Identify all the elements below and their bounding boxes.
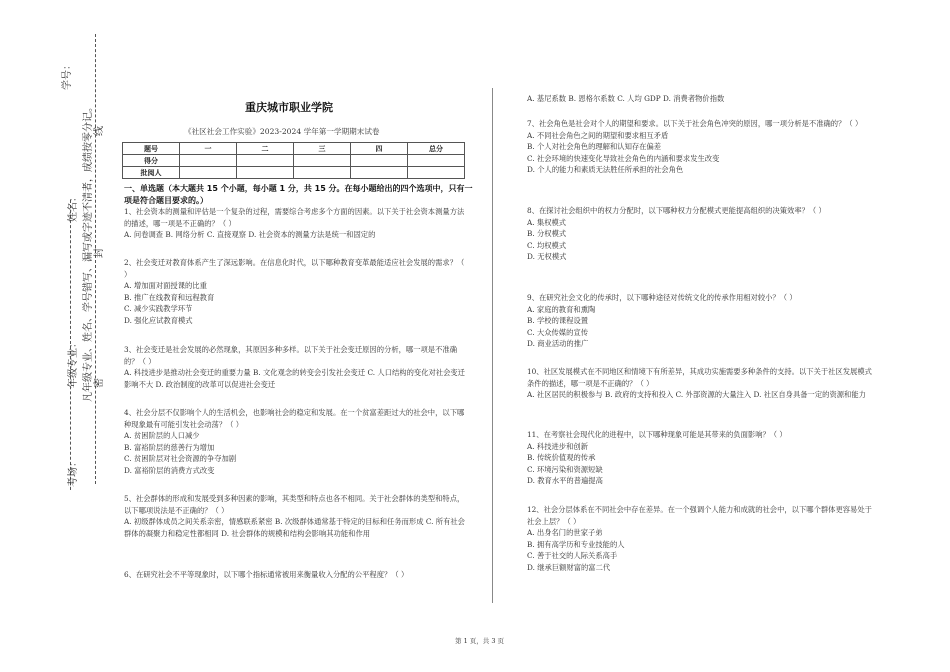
- column-header: 三: [294, 143, 351, 155]
- option-line: A. 出身名门的世家子弟: [527, 528, 603, 538]
- option-line: B. 富裕阶层的慈善行为增加: [124, 442, 215, 452]
- option-line: D. 无权模式: [527, 252, 567, 262]
- column-header: 二: [237, 143, 294, 155]
- option-line: A. 基尼系数 B. 恩格尔系数 C. 人均 GDP D. 消费者物价指数: [527, 94, 725, 103]
- option-line: C. 环境污染和资源短缺: [527, 464, 603, 474]
- column-header: 一: [180, 143, 237, 155]
- option-line: D. 商业活动的推广: [527, 339, 589, 349]
- question-block: [124, 407, 469, 477]
- question-block: [527, 292, 872, 350]
- row-label: 批阅人: [123, 167, 180, 179]
- column-divider: [492, 88, 493, 603]
- class-label: 年级专业：: [68, 338, 79, 388]
- option-line: B. 传统价值观的传承: [527, 453, 596, 463]
- option-line: B. 学校的课程设置: [527, 316, 589, 326]
- option-line: B. 个人对社会角色的理解和认知存在偏差: [527, 142, 662, 152]
- line-mark: 线: [94, 126, 105, 136]
- option-line: C. 善于社交的人际关系高手: [527, 551, 618, 561]
- question-stem: 12、社会分层体系在不同社会中存在差异。在一个强调个人能力和成就的社会中，以下哪个群体更容易处于社会上层？（ ）: [527, 505, 872, 526]
- name-label: 姓名：: [68, 192, 79, 222]
- school-title: 重庆城市职业学院: [245, 101, 333, 114]
- option-line: A. 社区居民的积极参与 B. 政府的支持和投入 C. 外部资源的大量注入 D. 社区自身具备一定的资源和能力: [527, 390, 866, 400]
- option-line: D. 强化应试教育模式: [124, 315, 193, 325]
- option-line: A. 增加面对面授课的比重: [124, 281, 207, 291]
- option-line: C. 贫困阶层对社会资源的争夺加剧: [124, 454, 237, 464]
- option-line: B. 拥有高学历和专业技能的人: [527, 539, 625, 549]
- question-block: [124, 493, 469, 539]
- question-stem: 6、在研究社会不平等现象时，以下哪个指标通常被用来衡量收入分配的公平程度？（ ）: [124, 570, 409, 579]
- question-block: [527, 429, 872, 487]
- question-stem: 3、社会变迁是社会发展的必然现象，其原因多种多样。以下关于社会变迁原因的分析，哪一项是不准确的？（ ）: [124, 345, 457, 366]
- grader-cell: [180, 167, 237, 179]
- question-block: [527, 504, 872, 574]
- question-block: [527, 366, 872, 401]
- option-line: A. 科技进步和创新: [527, 441, 588, 451]
- option-line: A. 不同社会角色之间的期望和要求相互矛盾: [527, 130, 669, 140]
- row-label: 题号: [123, 143, 180, 155]
- question-stem: 1、社会资本的测量和评估是一个复杂的过程，需要综合考虑多个方面的因素。以下关于社会资本测量方法的描述，哪一项是不正确的？（ ）: [124, 207, 465, 228]
- question-stem: 2、社会变迁对教育体系产生了深远影响。在信息化时代，以下哪种教育变革最能适应社会发展的需求？（ ）: [124, 258, 465, 279]
- question-block: [527, 118, 872, 176]
- question-stem: 5、社会群体的形成和发展受到多种因素的影响，其类型和特点也各不相同。关于社会群体的类型和特点，以下哪项说法是不正确的？（ ）: [124, 494, 465, 515]
- grading-instructions: 凡年级专业、姓名、学号错写、漏写或字迹不清者，成绩按零分记。: [83, 102, 94, 402]
- question-stem: 8、在探讨社会组织中的权力分配时，以下哪种权力分配模式更能提高组织的决策效率？（ ）: [527, 206, 826, 215]
- row-label: 得分: [123, 155, 180, 167]
- question-stem: 4、社会分层不仅影响个人的生活机会，也影响社会的稳定和发展。在一个贫富差距过大的社会中，以下哪种现象最有可能引发社会动荡？（ ）: [124, 408, 465, 429]
- score-cell: [237, 155, 294, 167]
- question-block: [124, 569, 469, 581]
- grader-cell: [408, 167, 465, 179]
- column-header: 总分: [408, 143, 465, 155]
- binding-dashed-line: [95, 34, 96, 484]
- exam-title: 《社区社会工作实验》2023-2024 学年第一学期期末试卷: [184, 127, 380, 136]
- seal-mark: 封: [94, 248, 105, 258]
- grader-row: [123, 167, 465, 179]
- column-header: 四: [351, 143, 408, 155]
- option-line: C. 减少实践教学环节: [124, 304, 193, 314]
- question-stem: 9、在研究社会文化的传承时，以下哪种途径对传统文化的传承作用相对较小？（ ）: [527, 293, 797, 302]
- option-line: A. 贫困阶层的人口减少: [124, 431, 200, 441]
- option-line: A. 初级群体成员之间关系亲密，情感联系紧密 B. 次级群体通常基于特定的目标和任务而形成 C. 所有社会群体的凝聚力和稳定性都相同 D. 社会群体的规模和结构会影响其功能和作用: [124, 517, 465, 538]
- grader-cell: [294, 167, 351, 179]
- student-id-label: 学号：: [62, 60, 73, 90]
- score-table: [122, 142, 465, 179]
- question-block: [124, 344, 469, 390]
- score-cell: [408, 155, 465, 167]
- option-line: A. 家庭的教育和熏陶: [527, 304, 596, 314]
- score-row: [123, 155, 465, 167]
- grader-cell: [351, 167, 408, 179]
- grader-cell: [237, 167, 294, 179]
- question-stem: 7、社会角色是社会对个人的期望和要求。以下关于社会角色冲突的原因，哪一项分析是不准确的？（ ）: [527, 119, 863, 128]
- option-line: A. 集权模式: [527, 217, 567, 227]
- question-stem: 11、在考察社会现代化的进程中，以下哪种现象可能是其带来的负面影响？（ ）: [527, 430, 787, 439]
- question-stem: 10、社区发展模式在不同地区和情境下有所差异，其成功实施需要多种条件的支持。以下关于社区发展模式条件的描述，哪一项是不正确的？（ ）: [527, 367, 872, 388]
- score-cell: [294, 155, 351, 167]
- option-line: A. 问卷调查 B. 网络分析 C. 直接观察 D. 社会资本的测量方法是统一和固定的: [124, 230, 376, 240]
- page-number: 第 1 页，共 3 页: [455, 637, 505, 645]
- option-line: C. 均权模式: [527, 240, 567, 250]
- section-heading: 一、单选题（本大题共 15 个小题，每小题 1 分，共 15 分。在每小题给出的四个选项中，只有一项是符合题目要求的。）: [124, 184, 473, 205]
- option-line: D. 富裕阶层的消费方式改变: [124, 465, 215, 475]
- seat-label: 考场：: [68, 457, 79, 487]
- sealed-mark: 密: [94, 378, 105, 388]
- question-block: [527, 205, 872, 263]
- option-line: D. 个人的能力和素质无法胜任所承担的社会角色: [527, 165, 684, 175]
- option-line: C. 社会环境的快速变化导致社会角色的内涵和要求发生改变: [527, 153, 720, 163]
- score-table-header-row: [123, 143, 465, 155]
- option-line: C. 大众传媒的宣传: [527, 327, 589, 337]
- question-block: [124, 257, 469, 327]
- option-line: A. 科技进步是推动社会变迁的重要力量 B. 文化观念的转变会引发社会变迁 C. 人口结构的变化对社会变迁影响不大 D. 政治制度的改革可以促进社会变迁: [124, 368, 465, 389]
- question-block: [124, 206, 469, 241]
- option-line: D. 继承巨额财富的富二代: [527, 562, 611, 572]
- option-line: B. 分权模式: [527, 229, 567, 239]
- option-line: D. 教育水平的普遍提高: [527, 476, 603, 486]
- score-cell: [180, 155, 237, 167]
- option-line: B. 推广在线教育和远程教育: [124, 292, 215, 302]
- score-cell: [351, 155, 408, 167]
- question-block: [527, 93, 872, 105]
